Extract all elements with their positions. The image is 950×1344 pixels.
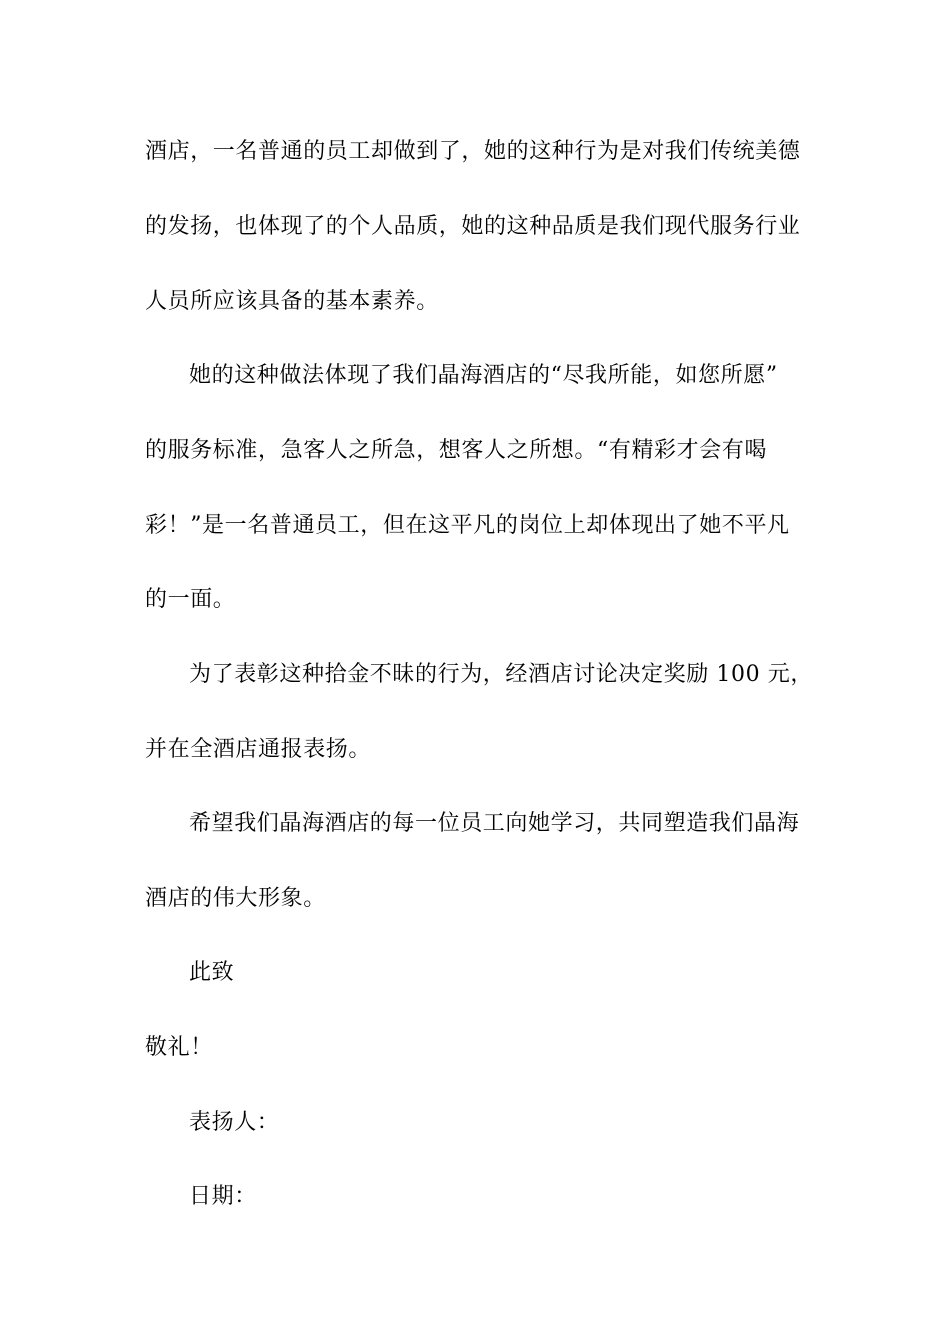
paragraph-line: 人员所应该具备的基本素养。 <box>145 289 439 314</box>
paragraph-line: 并在全酒店通报表扬。 <box>145 737 372 762</box>
paragraph-line: 彩！”是一名普通员工，但在这平凡的岗位上却体现出了她不平凡 <box>145 513 790 538</box>
paragraph-line: 酒店，一名普通的员工却做到了，她的这种行为是对我们传统美德 <box>145 139 801 164</box>
paragraph-line: 她的这种做法体现了我们晶海酒店的“尽我所能，如您所愿” <box>189 363 778 388</box>
signer-label: 表扬人： <box>189 1110 280 1135</box>
closing-line: 此致 <box>189 960 235 985</box>
paragraph-line: 的服务标准，急客人之所急，想客人之所想。“有精彩才会有喝 <box>145 438 768 463</box>
date-label: 日期： <box>189 1184 257 1209</box>
paragraph-line: 为了表彰这种拾金不昧的行为，经酒店讨论决定奖励 100 元， <box>189 662 813 687</box>
paragraph-line: 的发扬，也体现了的个人品质，她的这种品质是我们现代服务行业 <box>145 214 801 239</box>
paragraph-line: 希望我们晶海酒店的每一位员工向她学习，共同塑造我们晶海 <box>189 811 800 836</box>
paragraph-line: 的一面。 <box>145 587 236 612</box>
salutation-line: 敬礼！ <box>145 1035 213 1060</box>
paragraph-line: 酒店的伟大形象。 <box>145 886 326 911</box>
